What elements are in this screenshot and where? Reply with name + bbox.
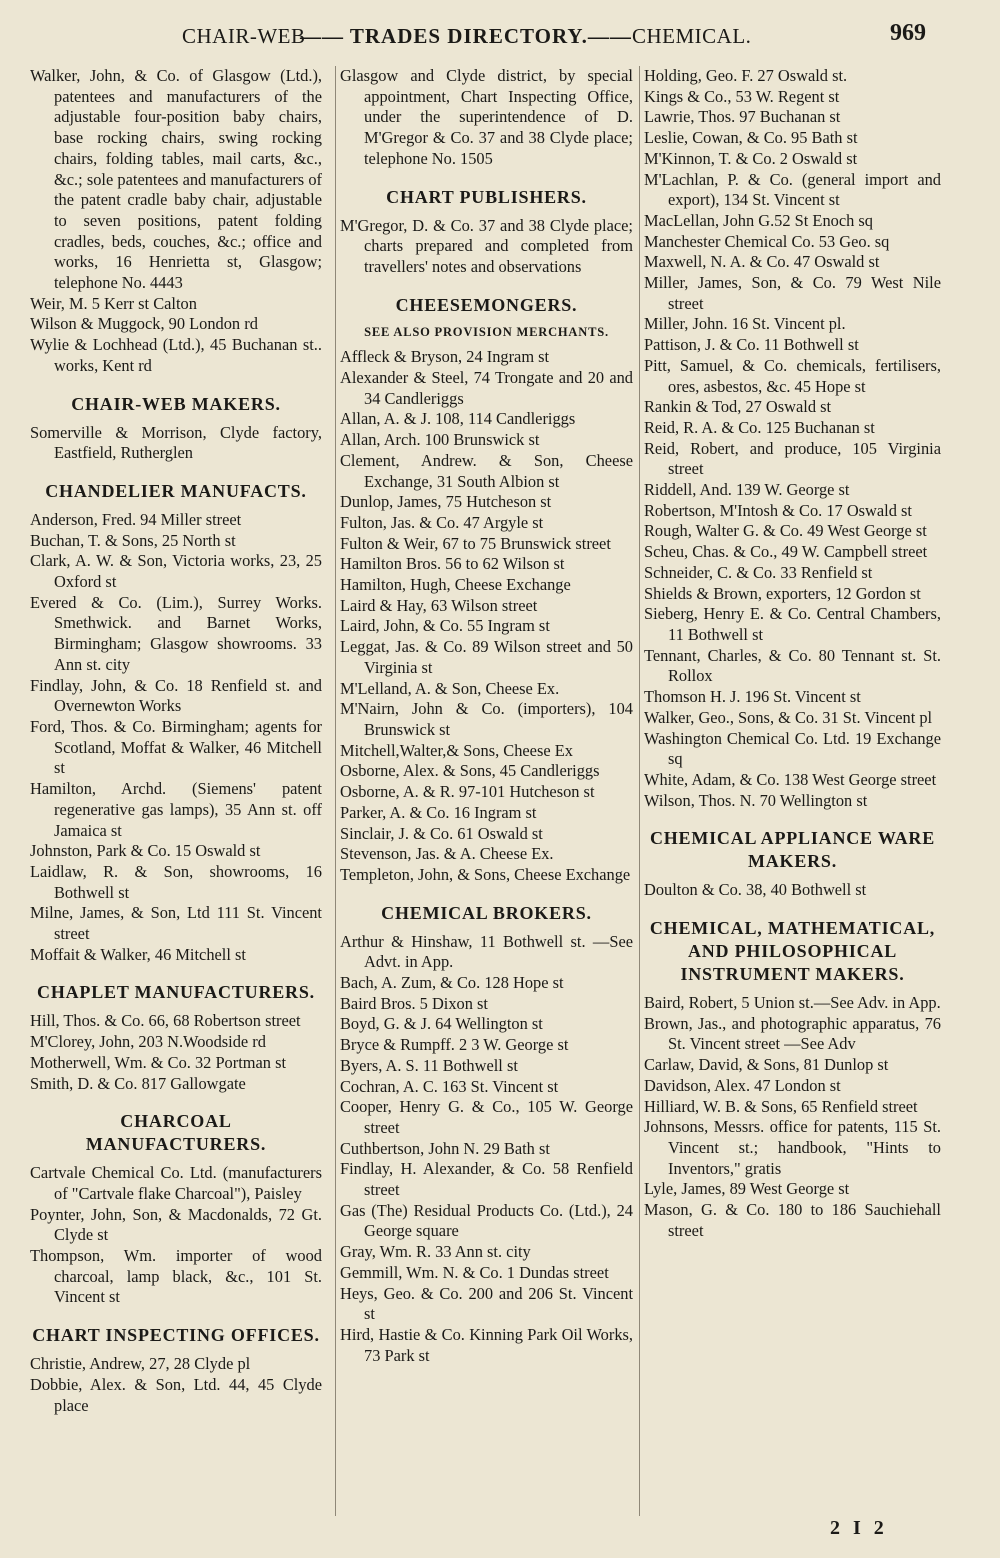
- directory-entry: Scheu, Chas. & Co., 49 W. Campbell street: [644, 542, 928, 562]
- directory-entry: Cuthbertson, John N. 29 Bath st: [340, 1138, 550, 1158]
- directory-entry: Allan, Arch. 100 Brunswick st: [340, 430, 540, 450]
- directory-entry: Rough, Walter G. & Co. 49 West George st: [644, 521, 927, 541]
- section-heading: CHAPLET MANUFACTURERS.: [37, 982, 315, 1003]
- running-head-title: —— TRADES DIRECTORY.——: [300, 24, 632, 48]
- directory-entry: Doulton & Co. 38, 40 Bothwell st: [644, 880, 867, 900]
- directory-entry: Pitt, Samuel, & Co. chemicals, fertilisers, ores, asbestos, &c. 45 Hope st: [644, 355, 941, 396]
- section-heading: CHART PUBLISHERS.: [386, 186, 587, 207]
- directory-column-2: [335, 66, 633, 1516]
- directory-entry: Pattison, J. & Co. 11 Bothwell st: [644, 335, 859, 355]
- section-heading: CHAIR-WEB MAKERS.: [71, 393, 281, 414]
- directory-entry: Byers, A. S. 11 Bothwell st: [340, 1055, 518, 1075]
- directory-entry: Hamilton, Archd. (Siemens' patent regenerative gas lamps), 35 Ann st. off Jamaica st: [30, 779, 322, 840]
- directory-entry: Davidson, Alex. 47 London st: [644, 1075, 841, 1095]
- signature-mark: 2 I 2: [830, 1517, 888, 1539]
- directory-entry: Findlay, John, & Co. 18 Renfield st. and Overnewton Works: [30, 675, 322, 716]
- directory-entry: Dunlop, James, 75 Hutcheson st: [340, 492, 552, 512]
- directory-entry: Cochran, A. C. 163 St. Vincent st: [340, 1076, 559, 1096]
- directory-column-1: [30, 66, 322, 1516]
- directory-entry: Weir, M. 5 Kerr st Calton: [30, 293, 197, 313]
- directory-entry: Osborne, A. & R. 97-101 Hutcheson st: [340, 782, 595, 802]
- directory-entry: Carlaw, David, & Sons, 81 Dunlop st: [644, 1055, 889, 1075]
- directory-entry: Evered & Co. (Lim.), Surrey Works. Smethwick. and Barnet Works, Birmingham; Glasgow showrooms. 33 Ann st. city: [30, 592, 322, 674]
- directory-entry: Glasgow and Clyde district, by special appointment, Chart Inspecting Office, under the superintendence of D. M'Gregor & Co. 37 and 38 Clyde place; telephone No. 1505: [340, 66, 633, 168]
- directory-entry: Thomson H. J. 196 St. Vincent st: [644, 687, 861, 707]
- directory-entry: Miller, James, Son, & Co. 79 West Nile street: [644, 273, 941, 313]
- directory-entry: Cooper, Henry G. & Co., 105 W. George street: [340, 1097, 633, 1137]
- directory-columns: [30, 66, 940, 1516]
- directory-entry: Bach, A. Zum, & Co. 128 Hope st: [340, 973, 564, 993]
- directory-entry: Riddell, And. 139 W. George st: [644, 480, 850, 500]
- directory-entry: Baird, Robert, 5 Union st.—See Adv. in App.: [644, 993, 941, 1013]
- directory-entry: Clark, A. W. & Son, Victoria works, 23, 25 Oxford st: [30, 551, 322, 592]
- directory-entry: Wilson, Thos. N. 70 Wellington st: [644, 790, 868, 810]
- directory-entry: Heys, Geo. & Co. 200 and 206 St. Vincent st: [340, 1283, 633, 1324]
- directory-entry: Cartvale Chemical Co. Ltd. (manufacturers of "Cartvale flake Charcoal"), Paisley: [30, 1163, 322, 1203]
- directory-entry: Buchan, T. & Sons, 25 North st: [30, 530, 236, 550]
- directory-entry: Gray, Wm. R. 33 Ann st. city: [340, 1242, 531, 1262]
- directory-entry: Hilliard, W. B. & Sons, 65 Renfield street: [644, 1096, 918, 1116]
- directory-entry: Findlay, H. Alexander, & Co. 58 Renfield street: [340, 1159, 633, 1200]
- directory-entry: Reid, Robert, and produce, 105 Virginia street: [644, 438, 941, 479]
- directory-entry: Rankin & Tod, 27 Oswald st: [644, 397, 832, 417]
- directory-entry: Templeton, John, & Sons, Cheese Exchange: [340, 864, 631, 884]
- directory-entry: Hird, Hastie & Co. Kinning Park Oil Works, 73 Park st: [340, 1324, 633, 1365]
- section-heading: CHARCOAL MANUFACTURERS.: [85, 1111, 267, 1155]
- directory-entry: Motherwell, Wm. & Co. 32 Portman st: [30, 1052, 287, 1072]
- directory-entry: Johnston, Park & Co. 15 Oswald st: [30, 841, 261, 861]
- directory-entry: Christie, Andrew, 27, 28 Clyde pl: [30, 1354, 251, 1374]
- directory-entry: Mason, G. & Co. 180 to 186 Sauchiehall street: [644, 1200, 941, 1240]
- directory-entry: M'Kinnon, T. & Co. 2 Oswald st: [644, 148, 858, 168]
- running-head: [0, 24, 1000, 56]
- directory-entry: Dobbie, Alex. & Son, Ltd. 44, 45 Clyde place: [30, 1374, 322, 1415]
- directory-entry: Leslie, Cowan, & Co. 95 Bath st: [644, 128, 858, 148]
- directory-entry: Reid, R. A. & Co. 125 Buchanan st: [644, 417, 875, 437]
- directory-entry: Moffait & Walker, 46 Mitchell st: [30, 944, 246, 964]
- directory-entry: Hill, Thos. & Co. 66, 68 Robertson street: [30, 1011, 301, 1031]
- directory-entry: Laird, John, & Co. 55 Ingram st: [340, 616, 550, 636]
- directory-entry: Stevenson, Jas. & A. Cheese Ex.: [340, 844, 554, 864]
- directory-entry: M'Gregor, D. & Co. 37 and 38 Clyde place; charts prepared and completed from travellers' notes and observations: [340, 215, 633, 276]
- section-heading: CHANDELIER MANUFACTS.: [45, 480, 307, 501]
- directory-entry: Sinclair, J. & Co. 61 Oswald st: [340, 823, 543, 843]
- directory-entry: Fulton & Weir, 67 to 75 Brunswick street: [340, 533, 611, 553]
- section-heading: CHART INSPECTING OFFICES.: [32, 1325, 320, 1346]
- directory-entry: Lyle, James, 89 West George st: [644, 1179, 850, 1199]
- directory-entry: Sieberg, Henry E. & Co. Central Chambers, 11 Bothwell st: [644, 604, 941, 644]
- directory-entry: Osborne, Alex. & Sons, 45 Candleriggs: [340, 761, 600, 781]
- directory-entry: Parker, A. & Co. 16 Ingram st: [340, 802, 537, 822]
- directory-column-3: [639, 66, 941, 1516]
- directory-entry: Poynter, John, Son, & Macdonalds, 72 Gt. Clyde st: [30, 1204, 322, 1245]
- section-heading: CHEMICAL, MATHEMATICAL, AND PHILOSOPHICAL INSTRUMENT MAKERS.: [649, 918, 936, 985]
- directory-entry: M'Clorey, John, 203 N.Woodside rd: [30, 1032, 266, 1052]
- directory-entry: Holding, Geo. F. 27 Oswald st.: [644, 66, 848, 85]
- section-heading: CHEMICAL APPLIANCE WARE MAKERS.: [649, 828, 936, 872]
- directory-entry: Johnsons, Messrs. office for patents, 115 St. Vincent st.; handbook, "Hints to Inventors," gratis: [644, 1117, 941, 1178]
- directory-entry: MacLellan, John G.52 St Enoch sq: [644, 210, 873, 230]
- directory-entry: Washington Chemical Co. Ltd. 19 Exchange sq: [644, 728, 941, 769]
- directory-entry: Laidlaw, R. & Son, showrooms, 16 Bothwell st: [30, 861, 322, 902]
- directory-entry: Ford, Thos. & Co. Birmingham; agents for Scotland, Moffat & Walker, 46 Mitchell st: [30, 716, 322, 778]
- directory-entry: Arthur & Hinshaw, 11 Bothwell st. —See Advt. in App.: [340, 931, 633, 972]
- directory-entry: Gas (The) Residual Products Co. (Ltd.), 24 George square: [340, 1200, 633, 1241]
- directory-entry: Thompson, Wm. importer of wood charcoal, lamp black, &c., 101 St. Vincent st: [30, 1246, 322, 1307]
- directory-entry: Hamilton, Hugh, Cheese Exchange: [340, 575, 571, 595]
- directory-entry: M'Lachlan, P. & Co. (general import and export), 134 St. Vincent st: [644, 169, 941, 210]
- directory-entry: Laird & Hay, 63 Wilson street: [340, 595, 538, 615]
- directory-entry: Allan, A. & J. 108, 114 Candleriggs: [340, 409, 576, 429]
- directory-entry: Clement, Andrew. & Son, Cheese Exchange, 31 South Albion st: [340, 450, 633, 491]
- running-head-left: CHAIR-WEB: [182, 24, 306, 48]
- cross-reference: SEE ALSO PROVISION MERCHANTS.: [364, 324, 609, 339]
- directory-entry: Gemmill, Wm. N. & Co. 1 Dundas street: [340, 1262, 609, 1282]
- directory-entry: Manchester Chemical Co. 53 Geo. sq: [644, 231, 890, 251]
- directory-entry: Walker, John, & Co. of Glasgow (Ltd.), patentees and manufacturers of the adjustable four-position baby chairs, base rocking chairs, swing rocking chairs, folding tables, mail carts, &c., &c.; sole patentees and manufacturers of the patent cradle baby chair, adjustable to seven positions, patent folding cradles, beds, couches, &c.; office and works, 16 Henrietta st, Glasgow; telephone No. 4443: [30, 66, 322, 293]
- directory-entry: Hamilton Bros. 56 to 62 Wilson st: [340, 554, 565, 574]
- section-heading: CHEESEMONGERS.: [395, 294, 578, 315]
- directory-entry: Wylie & Lochhead (Ltd.), 45 Buchanan st.. works, Kent rd: [30, 335, 322, 375]
- directory-entry: Smith, D. & Co. 817 Gallowgate: [30, 1073, 246, 1093]
- directory-entry: Boyd, G. & J. 64 Wellington st: [340, 1014, 543, 1034]
- running-head-right: CHEMICAL.: [632, 24, 752, 48]
- directory-entry: Fulton, Jas. & Co. 47 Argyle st: [340, 512, 544, 532]
- directory-entry: Wilson & Muggock, 90 London rd: [30, 314, 258, 334]
- directory-entry: M'Lelland, A. & Son, Cheese Ex.: [340, 678, 560, 698]
- directory-entry: Affleck & Bryson, 24 Ingram st: [340, 347, 550, 367]
- directory-entry: Kings & Co., 53 W. Regent st: [644, 86, 840, 106]
- directory-entry: Anderson, Fred. 94 Miller street: [30, 509, 242, 529]
- directory-entry: Shields & Brown, exporters, 12 Gordon st: [644, 583, 921, 603]
- section-heading: CHEMICAL BROKERS.: [381, 902, 592, 923]
- directory-entry: White, Adam, & Co. 138 West George street: [644, 769, 937, 789]
- directory-entry: Miller, John. 16 St. Vincent pl.: [644, 314, 846, 334]
- directory-entry: Somerville & Morrison, Clyde factory, Eastfield, Rutherglen: [30, 422, 322, 463]
- directory-entry: Maxwell, N. A. & Co. 47 Oswald st: [644, 252, 880, 272]
- directory-entry: Walker, Geo., Sons, & Co. 31 St. Vincent pl: [644, 707, 933, 727]
- directory-entry: Tennant, Charles, & Co. 80 Tennant st. St. Rollox: [644, 645, 941, 686]
- directory-entry: Alexander & Steel, 74 Trongate and 20 and 34 Candleriggs: [340, 368, 633, 408]
- directory-entry: Leggat, Jas. & Co. 89 Wilson street and 50 Virginia st: [340, 637, 633, 677]
- directory-entry: Bryce & Rumpff. 2 3 W. George st: [340, 1035, 569, 1055]
- directory-entry: Brown, Jas., and photographic apparatus, 76 St. Vincent street —See Adv: [644, 1013, 941, 1054]
- directory-entry: Robertson, M'Intosh & Co. 17 Oswald st: [644, 500, 912, 520]
- directory-entry: Milne, James, & Son, Ltd 111 St. Vincent street: [30, 903, 322, 944]
- page-number: 969: [890, 20, 926, 46]
- directory-entry: Lawrie, Thos. 97 Buchanan st: [644, 107, 841, 127]
- directory-entry: Baird Bros. 5 Dixon st: [340, 993, 488, 1013]
- directory-entry: Schneider, C. & Co. 33 Renfield st: [644, 562, 873, 582]
- directory-entry: M'Nairn, John & Co. (importers), 104 Brunswick st: [340, 699, 633, 739]
- directory-entry: Mitchell,Walter,& Sons, Cheese Ex: [340, 740, 573, 760]
